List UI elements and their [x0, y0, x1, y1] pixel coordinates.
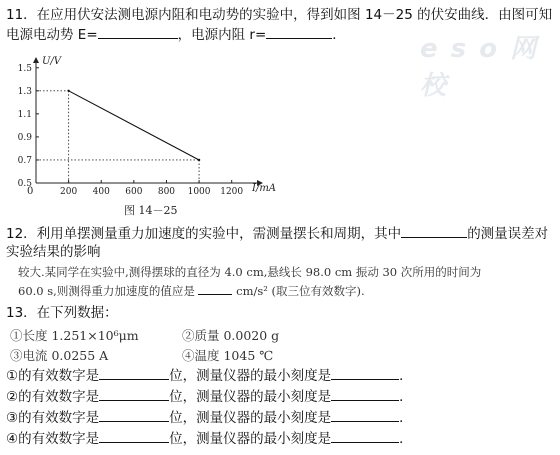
- origin-label: 0: [27, 186, 34, 197]
- y-tick-label: 1.3: [17, 86, 32, 97]
- q11-line2: [6, 25, 346, 44]
- q13-row-num: ③: [6, 410, 19, 426]
- q13-row-text-a: 的有效数字是: [18, 410, 100, 426]
- q13-digits-blank[interactable]: [99, 429, 169, 443]
- q12-line2: 实验结果的影响: [6, 244, 101, 260]
- q13-digits-blank[interactable]: [99, 366, 169, 380]
- watermark-logo: e s o 网 校: [420, 34, 539, 101]
- q13-row-num: ④: [6, 431, 19, 447]
- x-tick-label: 400: [92, 187, 110, 197]
- q13-row-num: ②: [6, 389, 19, 405]
- q13-row-text-a: 的有效数字是: [18, 431, 100, 447]
- q13-row-end: ．: [399, 389, 413, 405]
- figure-caption: 图 14－25: [124, 204, 178, 217]
- x-tick-label: 200: [60, 187, 78, 197]
- y-axis-label: U/V: [42, 56, 62, 67]
- iv-curve-chart: [0, 48, 277, 220]
- q11-line1: 11．在应用伏安法测电源内阻和电动势的实验中，得到如图 14－25 的伏安曲线．由图可知: [6, 7, 553, 23]
- q13-row-end: ．: [399, 368, 413, 384]
- y-tick-label: 1.1: [17, 109, 32, 120]
- q13-digits-blank[interactable]: [99, 387, 169, 401]
- q13-item-3: ③电流 0.0255 A: [10, 348, 109, 363]
- q13-row-end: ．: [399, 431, 413, 447]
- q13-answer-row-2: [6, 387, 413, 406]
- q12-scan-line1: 较大.某同学在实验中,测得摆球的直径为 4.0 cm,悬线长 98.0 cm 振动 30 次所用的时间为: [18, 265, 482, 279]
- q12-scan-unit: cm/s² (取三位有效数字).: [236, 284, 365, 298]
- q13-scale-blank[interactable]: [331, 366, 399, 380]
- q12-stem-end: 的测量误差对: [467, 226, 549, 242]
- q13-answer-row-3: [6, 408, 413, 427]
- q11-resistance-label: ，电源内阻 r=: [177, 27, 267, 43]
- q13-row-text-b: 位，测量仪器的最小刻度是: [169, 368, 332, 384]
- x-tick-label: 800: [157, 187, 176, 197]
- q12-stem: 12．利用单摆测量重力加速度的实验中，需测量摆长和周期，其中: [6, 226, 402, 242]
- q12-g-blank[interactable]: [198, 283, 232, 295]
- q12-blank[interactable]: [401, 224, 467, 238]
- x-axis-label: I/mA: [252, 183, 277, 194]
- q11-end-mark: ．: [332, 27, 346, 43]
- q13-scale-blank[interactable]: [331, 387, 399, 401]
- q13-row-text-b: 位，测量仪器的最小刻度是: [169, 410, 332, 426]
- y-tick-label: 0.9: [17, 132, 32, 143]
- data-point: [198, 159, 200, 161]
- y-tick-label: 0.5: [17, 179, 32, 189]
- q13-title: 13．在下列数据：: [6, 305, 118, 321]
- x-tick-label: 1200: [220, 187, 244, 197]
- q11-emf-blank[interactable]: [98, 25, 178, 39]
- q13-row-text-b: 位，测量仪器的最小刻度是: [169, 389, 332, 405]
- y-tick-label: 1.5: [17, 63, 32, 74]
- x-tick-label: 600: [125, 187, 143, 197]
- q12-scan-line2: [18, 283, 365, 299]
- q13-scale-blank[interactable]: [331, 429, 399, 443]
- q13-row-text-b: 位，测量仪器的最小刻度是: [169, 431, 332, 447]
- q13-item-4: ④温度 1045 ℃: [182, 348, 274, 363]
- chart-series: [67, 90, 200, 162]
- q13-digits-blank[interactable]: [99, 408, 169, 422]
- q12-line1: [6, 224, 548, 243]
- iv-line: [69, 91, 199, 160]
- q13-item-2: ②质量 0.0020 g: [182, 328, 280, 343]
- data-point: [67, 90, 69, 92]
- q13-item-1: ①长度 1.251×10⁶μm: [10, 328, 139, 343]
- q13-answer-row-1: [6, 366, 413, 385]
- chart-axes: [36, 58, 262, 183]
- x-tick-label: 1000: [187, 187, 211, 197]
- q13-row-num: ①: [6, 368, 19, 384]
- q13-row-end: ．: [399, 410, 413, 426]
- q13-row-text-a: 的有效数字是: [18, 368, 100, 384]
- q13-row-text-a: 的有效数字是: [18, 389, 100, 405]
- y-tick-label: 0.7: [17, 155, 32, 166]
- chart-guides: [36, 91, 199, 183]
- q13-scale-blank[interactable]: [331, 408, 399, 422]
- q11-resistance-blank[interactable]: [266, 25, 332, 39]
- q12-scan-text: 60.0 s,则测得重力加速度的值应是: [18, 284, 195, 298]
- q11-emf-label: 电源电动势 E=: [6, 27, 98, 43]
- q13-answer-row-4: [6, 429, 413, 448]
